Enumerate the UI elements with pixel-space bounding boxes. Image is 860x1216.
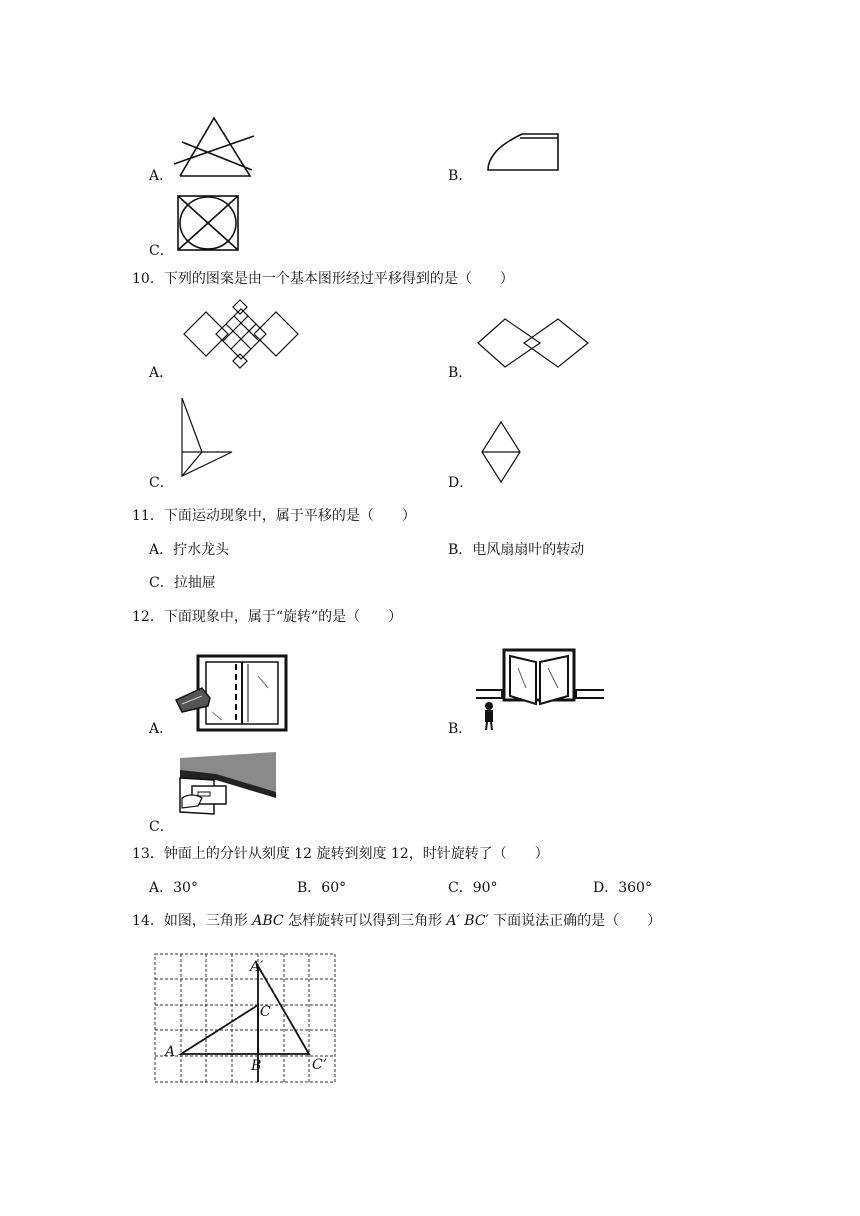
stacked-triangles-figure xyxy=(176,396,236,480)
option-text: 60° xyxy=(321,880,347,896)
option-label: C． xyxy=(149,475,174,491)
option-label: C． xyxy=(448,880,473,896)
option-label: B． xyxy=(448,721,473,737)
option-label: C． xyxy=(149,243,174,259)
option-text: 30° xyxy=(173,880,198,896)
option-label: D． xyxy=(448,475,474,491)
option-label: A． xyxy=(149,168,174,184)
label-c-prime: C’ xyxy=(312,1057,328,1073)
label-c: C xyxy=(260,1004,271,1020)
question-10-stem: 10．下列的图案是由一个基本图形经过平移得到的是（ ） xyxy=(132,271,514,287)
knot-pattern-figure xyxy=(178,304,304,370)
rhombus-line-figure xyxy=(478,420,524,486)
option-label: A． xyxy=(149,880,174,896)
option-label: B． xyxy=(448,168,473,184)
option-label: B． xyxy=(297,880,322,896)
option-text: 360° xyxy=(618,880,652,896)
option-label: D． xyxy=(593,880,619,896)
square-circle-figure xyxy=(172,192,244,254)
option-label: A． xyxy=(149,542,174,558)
option-label: A． xyxy=(149,721,174,737)
q11-option-a[interactable] xyxy=(149,541,229,559)
option-label: C． xyxy=(149,575,174,591)
option-label: B． xyxy=(448,365,473,381)
label-a: A xyxy=(165,1044,176,1060)
swinging-door-figure xyxy=(474,646,606,736)
q11-option-b[interactable] xyxy=(448,541,584,559)
option-text: 90° xyxy=(472,880,498,896)
label-b: B xyxy=(251,1058,262,1074)
question-13-stem: 13．钟面上的分针从刻度 12 旋转到刻度 12，时针旋转了（ ） xyxy=(132,846,549,862)
option-label: B． xyxy=(448,542,473,558)
two-rhombus-figure xyxy=(474,316,592,372)
question-11-stem: 11．下面运动现象中，属于平移的是（ ） xyxy=(132,508,416,524)
q13-option-a[interactable] xyxy=(149,879,198,897)
option-label: C． xyxy=(149,819,174,835)
drawer-figure xyxy=(176,750,280,818)
option-label: A． xyxy=(149,365,174,381)
label-a-prime: A′ xyxy=(250,959,264,975)
sliding-window-figure xyxy=(172,652,290,734)
q13-option-d[interactable] xyxy=(593,879,652,897)
iron-figure xyxy=(476,128,566,176)
question-12-stem: 12．下面现象中，属于“旋转”的是（ ） xyxy=(132,609,403,625)
q13-option-b[interactable] xyxy=(297,879,346,897)
option-text: 电风扇扇叶的转动 xyxy=(472,542,585,558)
option-text: 拧水龙头 xyxy=(173,542,230,558)
q13-option-c[interactable] xyxy=(448,879,498,897)
q11-option-c[interactable] xyxy=(149,574,216,592)
option-text: 拉抽屉 xyxy=(173,575,216,591)
triangle-crossing-figure xyxy=(170,114,260,180)
question-14-stem: 14．如图，三角形 ABC 怎样旋转可以得到三角形 A′ BC′ 下面说法正确的是（ ） xyxy=(132,913,662,929)
